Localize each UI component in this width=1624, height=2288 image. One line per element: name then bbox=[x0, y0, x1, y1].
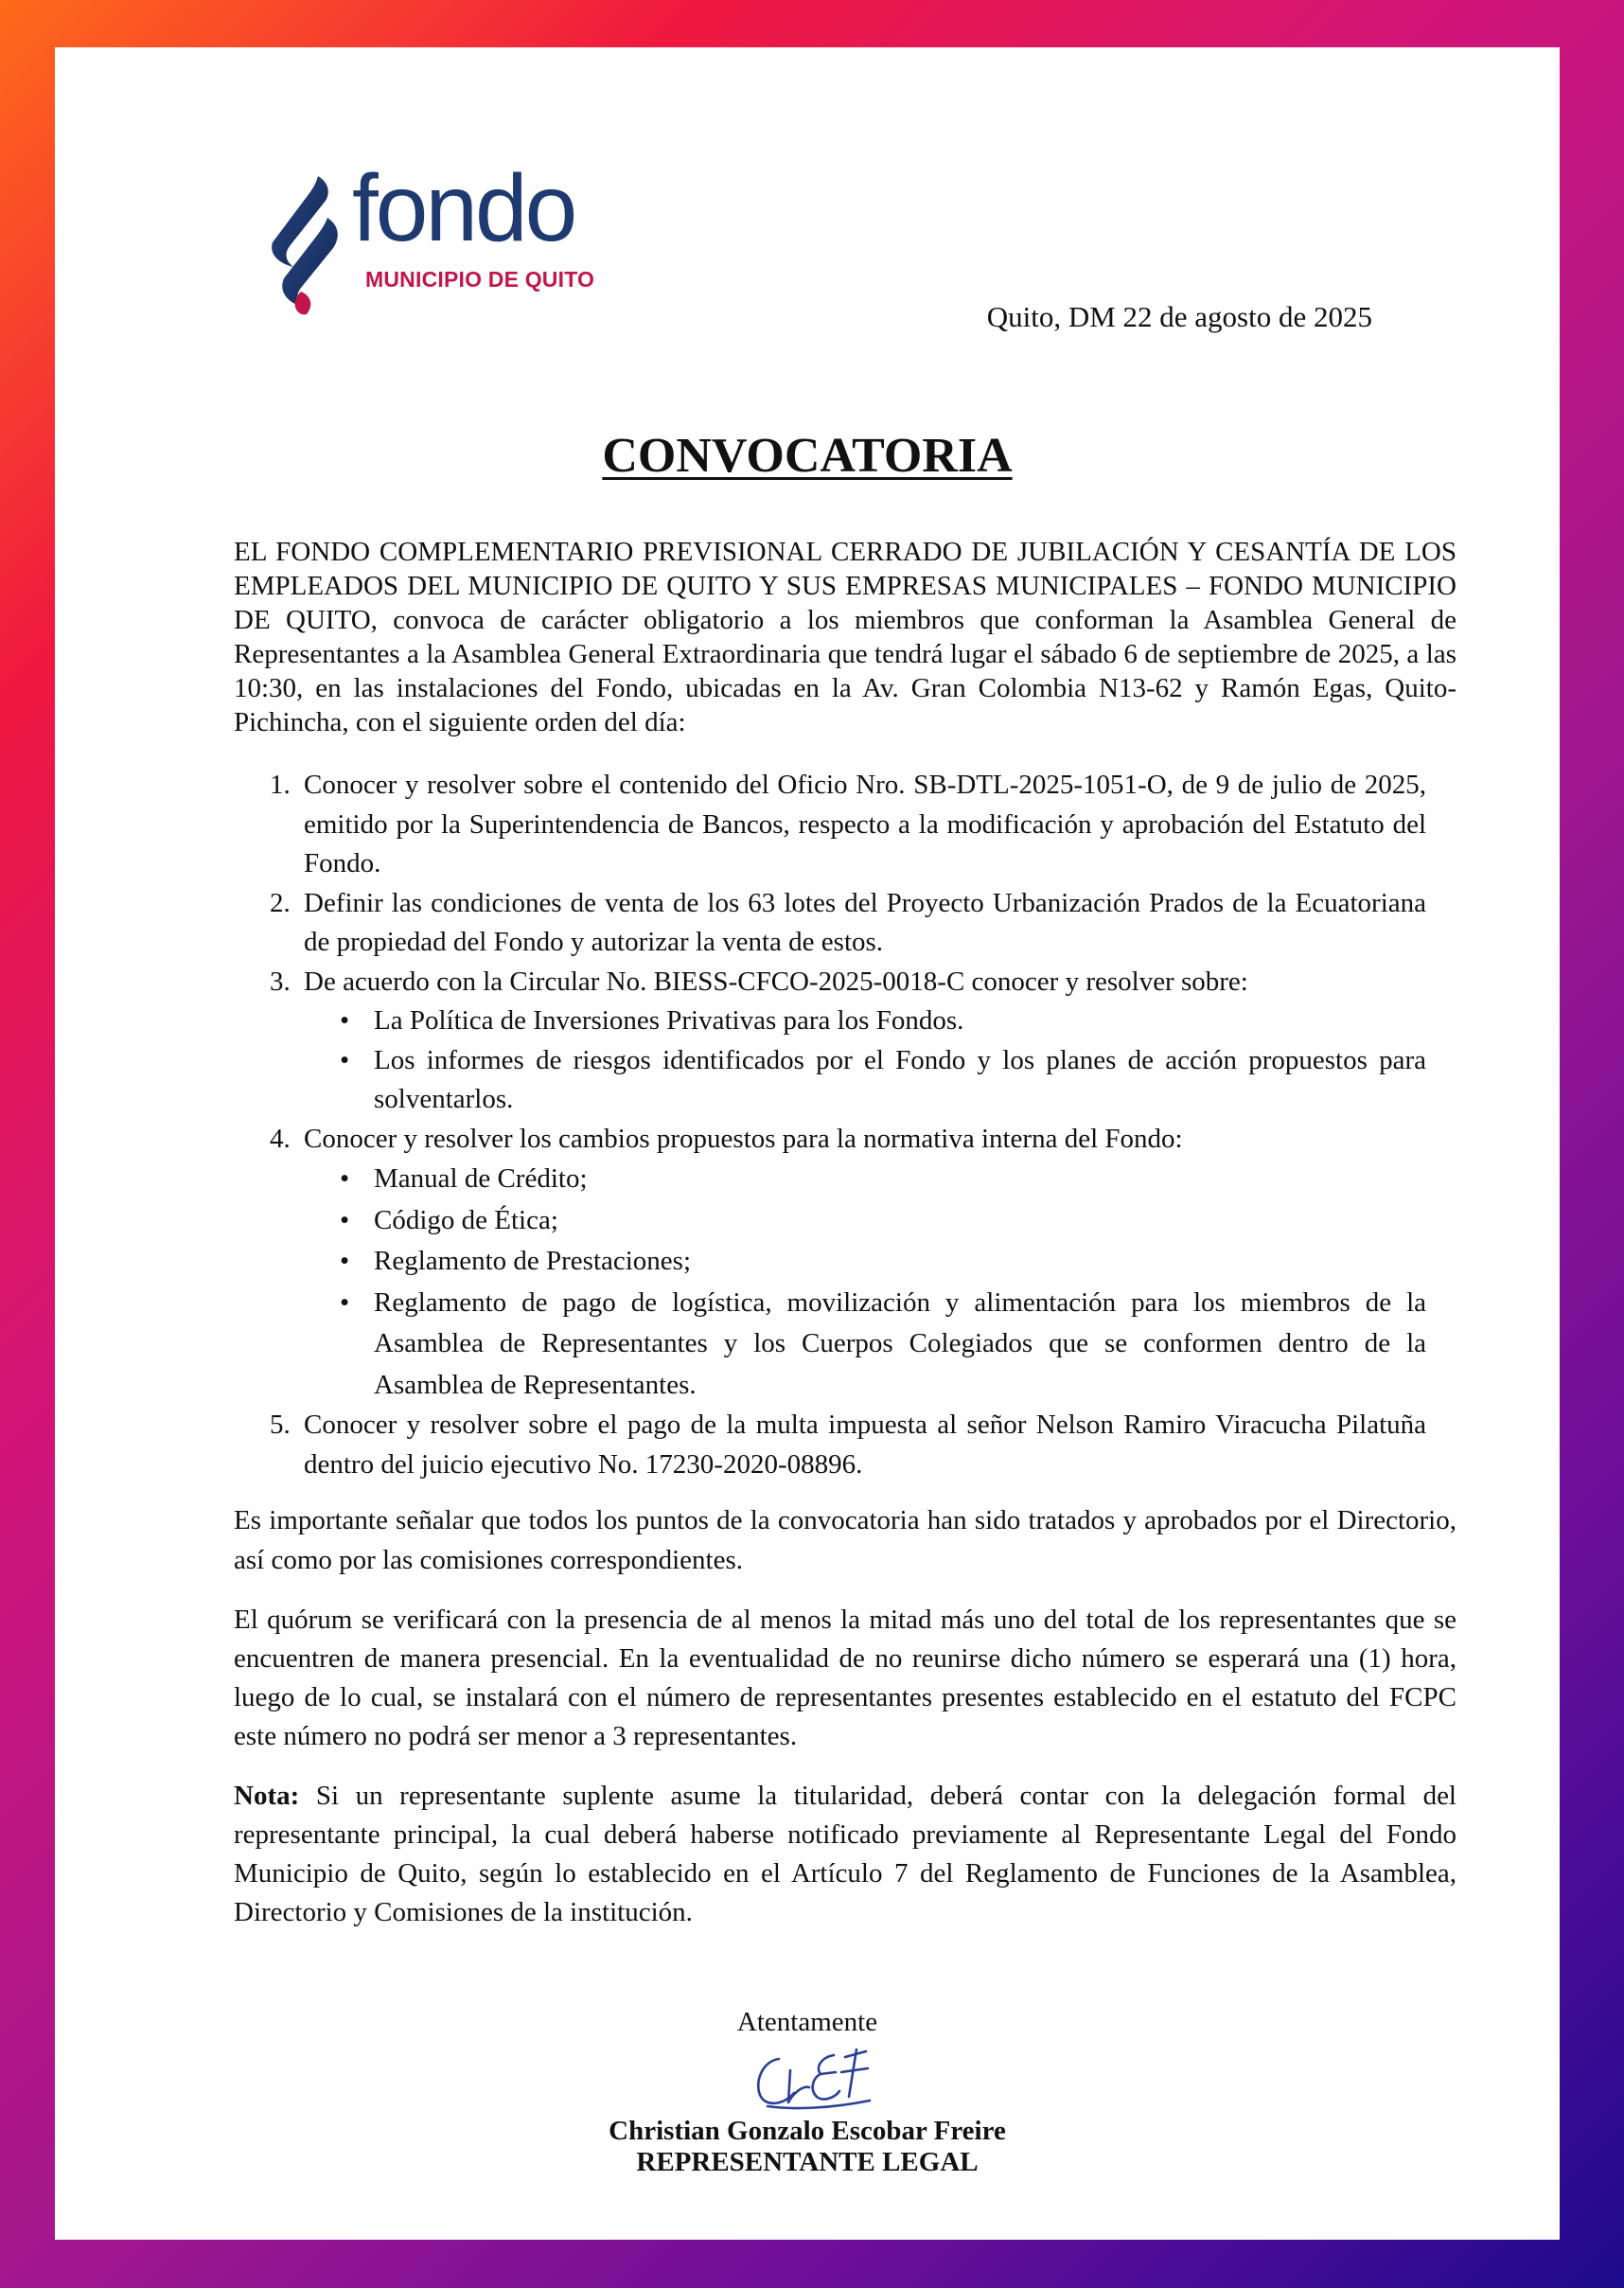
note-label: Nota: bbox=[234, 1781, 300, 1811]
bullet-icon: • bbox=[340, 1204, 350, 1235]
agenda-item-number: 2. bbox=[270, 887, 291, 918]
agenda-subitem-text: Manual de Crédito; bbox=[374, 1163, 588, 1194]
agenda-item bbox=[234, 766, 1426, 884]
signature-image bbox=[747, 2038, 889, 2112]
bullet-icon: • bbox=[340, 1044, 350, 1075]
agenda-sublist bbox=[304, 1159, 1426, 1406]
letter-body bbox=[234, 535, 1456, 1932]
agenda-item bbox=[234, 1406, 1426, 1484]
agenda-item-number: 5. bbox=[270, 1410, 291, 1440]
agenda-item-text: Definir las condiciones de venta de los 63 lotes del Proyecto Urbanización Prados de la Ecuatoriana de propiedad del Fondo y autorizar la venta de estos. bbox=[304, 887, 1426, 957]
letter-title: CONVOCATORIA bbox=[602, 429, 1013, 483]
agenda-subitem-text: Reglamento de pago de logística, movilización y alimentación para los miembros de la Asamblea de Representantes y los Cuerpos Colegiados que se conformen dentro de la Asamblea de Representantes. bbox=[374, 1286, 1426, 1400]
agenda-subitem bbox=[304, 1283, 1426, 1407]
agenda-item-text: De acuerdo con la Circular No. BIESS-CFCO-2025-0018-C conocer y resolver sobre: bbox=[304, 966, 1248, 997]
note-paragraph bbox=[234, 1777, 1456, 1932]
agenda-item-text: Conocer y resolver sobre el pago de la multa impuesta al señor Nelson Ramiro Viracucha Pilatuña dentro del juicio ejecutivo No. 17230-2020-08896. bbox=[304, 1410, 1426, 1480]
signer-block bbox=[55, 2116, 1560, 2178]
logo-wordmark: fondo bbox=[352, 155, 575, 261]
agenda-sublist bbox=[304, 1002, 1426, 1120]
letter-date: Quito, DM 22 de agosto de 2025 bbox=[986, 300, 1372, 333]
signer-role: REPRESENTANTE LEGAL bbox=[636, 2147, 979, 2177]
letter-page bbox=[55, 47, 1560, 2240]
agenda-subitem-text: La Política de Inversiones Privativas para los Fondos. bbox=[374, 1005, 964, 1036]
intro-paragraph: EL FONDO COMPLEMENTARIO PREVISIONAL CERRADO DE JUBILACIÓN Y CESANTÍA DE LOS EMPLEADOS DEL MUNICIPIO DE QUITO Y SUS EMPRESAS MUNICIPALES – FONDO MUNICIPIO DE QUITO, convoca de carácter obligatorio a los miembros que conforman la Asamblea General de Representantes a la Asamblea General Extraordinaria que tendrá lugar el sábado 6 de septiembre de 2025, a las 10:30, en las instalaciones del Fondo, ubicadas en la Av. Gran Colombia N13-62 y Ramón Egas, Quito-Pichincha, con el siguiente orden del día: bbox=[234, 537, 1456, 737]
agenda-subitem bbox=[304, 1041, 1426, 1120]
agenda-subitem-text: Los informes de riesgos identificados por el Fondo y los planes de acción propuestos para solventarlos. bbox=[374, 1044, 1426, 1114]
agenda-item-number: 1. bbox=[270, 770, 291, 800]
note-text: Si un representante suplente asume la titularidad, deberá contar con la delegación formal del representante principal, la cual deberá haberse notificado previamente al Representante Legal del Fondo Municipio de Quito, según lo establecido en el Artículo 7 del Reglamento de Funciones de la Asamblea, Directorio y Comisiones de la institución. bbox=[234, 1781, 1456, 1927]
agenda-item-number: 4. bbox=[270, 1123, 291, 1154]
agenda-item-number: 3. bbox=[270, 966, 291, 997]
signer-name: Christian Gonzalo Escobar Freire bbox=[609, 2116, 1006, 2146]
agenda-item bbox=[234, 884, 1426, 963]
fondo-logo bbox=[240, 125, 676, 324]
approval-paragraph: Es importante señalar que todos los puntos de la convocatoria han sido tratados y aprobados por el Directorio, así como por las comisiones correspondientes. bbox=[234, 1505, 1456, 1575]
agenda-subitem bbox=[304, 1241, 1426, 1283]
agenda-list bbox=[234, 766, 1456, 1484]
closing-text: Atentamente bbox=[736, 2007, 878, 2037]
agenda-subitem bbox=[304, 1200, 1426, 1242]
bullet-icon: • bbox=[340, 1286, 350, 1318]
quorum-paragraph: El quórum se verificará con la presencia de al menos la mitad más uno del total de los representantes que se encuentren de manera presencial. En la eventualidad de no reunirse dicho número se esperará una (1) hora, luego de lo cual, se instalará con el número de representantes presentes establecido en el estatuto del FCPC este número no podrá ser menor a 3 representantes. bbox=[234, 1605, 1456, 1751]
agenda-subitem-text: Reglamento de Prestaciones; bbox=[374, 1246, 692, 1276]
agenda-item bbox=[234, 963, 1426, 1120]
agenda-subitem bbox=[304, 1159, 1426, 1200]
bullet-icon: • bbox=[340, 1005, 350, 1036]
agenda-subitem bbox=[304, 1002, 1426, 1041]
bullet-icon: • bbox=[340, 1163, 350, 1194]
agenda-item-text: Conocer y resolver sobre el contenido del Oficio Nro. SB-DTL-2025-1051-O, de 9 de julio de 2025, emitido por la Superintendencia de Bancos, respecto a la modificación y aprobación del Estatuto del Fondo. bbox=[304, 770, 1426, 878]
agenda-item bbox=[234, 1120, 1426, 1407]
bullet-icon: • bbox=[340, 1246, 350, 1276]
agenda-item-text: Conocer y resolver los cambios propuestos para la normativa interna del Fondo: bbox=[304, 1123, 1183, 1154]
logo-tagline: MUNICIPIO DE QUITO bbox=[365, 267, 595, 292]
agenda-subitem-text: Código de Ética; bbox=[374, 1204, 558, 1235]
fondo-logo-mark-icon bbox=[240, 176, 354, 318]
